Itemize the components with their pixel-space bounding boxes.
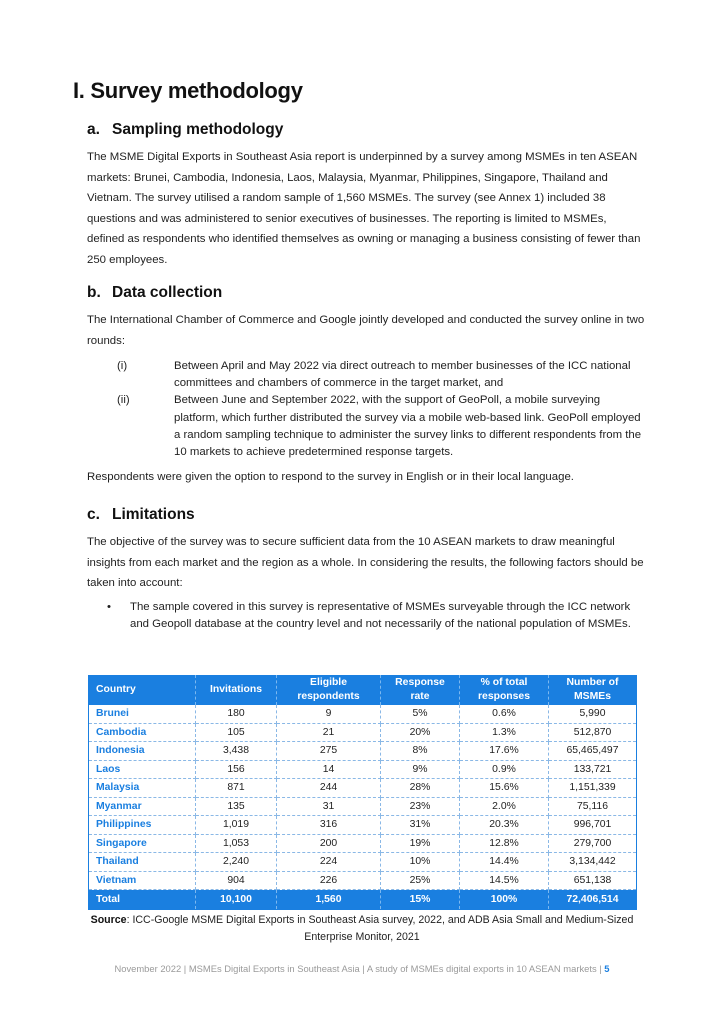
cell-pct-total-responses: 1.3% xyxy=(460,723,549,742)
cell-pct-total-responses: 0.9% xyxy=(460,760,549,779)
total-cell-pct-total-responses: 100% xyxy=(460,890,549,910)
cell-invitations: 3,438 xyxy=(196,742,277,761)
list-item-text: Between June and September 2022, with the support of GeoPoll, a mobile surveying platform, which further distributed the survey via a mobile web-based link. GeoPoll employed a random sampling technique to administer the survey links to different respondents from the 10 markets to achieve predetermined response targets. xyxy=(174,394,642,459)
footer-text: November 2022 | MSMEs Digital Exports in Southeast Asia | A study of MSMEs digital exports in 10 ASEAN markets | xyxy=(114,963,605,974)
cell-pct-total-responses: 14.5% xyxy=(460,871,549,890)
table-row xyxy=(89,853,637,872)
cell-response-rate: 19% xyxy=(381,834,460,853)
cell-response-rate: 25% xyxy=(381,871,460,890)
cell-eligible-respondents: 244 xyxy=(277,779,381,798)
data-collection-rounds xyxy=(87,358,647,461)
cell-number-msmes: 279,700 xyxy=(549,834,637,853)
cell-response-rate: 23% xyxy=(381,797,460,816)
list-marker: (i) xyxy=(117,360,128,372)
cell-number-msmes: 3,134,442 xyxy=(549,853,637,872)
cell-response-rate: 20% xyxy=(381,723,460,742)
section-label: b. xyxy=(87,284,101,301)
data-collection-intro: The International Chamber of Commerce and Google jointly developed and conducted the survey online in two rounds: xyxy=(87,314,645,347)
table-row xyxy=(89,797,637,816)
source-label: Source xyxy=(90,914,127,926)
table-row xyxy=(89,834,637,853)
cell-number-msmes: 1,151,339 xyxy=(549,779,637,798)
section-heading-data-collection xyxy=(87,284,222,302)
cell-eligible-respondents: 31 xyxy=(277,797,381,816)
cell-response-rate: 31% xyxy=(381,816,460,835)
table-row xyxy=(89,779,637,798)
cell-country: Cambodia xyxy=(89,723,196,742)
cell-pct-total-responses: 12.8% xyxy=(460,834,549,853)
cell-country: Malaysia xyxy=(89,779,196,798)
list-marker: (ii) xyxy=(117,394,130,407)
total-cell-number-msmes: 72,406,514 xyxy=(549,890,637,910)
cell-response-rate: 5% xyxy=(381,705,460,723)
cell-invitations: 105 xyxy=(196,723,277,742)
cell-country: Thailand xyxy=(89,853,196,872)
cell-response-rate: 10% xyxy=(381,853,460,872)
header-invitations: Invitations xyxy=(196,675,277,705)
cell-eligible-respondents: 275 xyxy=(277,742,381,761)
cell-number-msmes: 75,116 xyxy=(549,797,637,816)
header-number-msmes: Number of MSMEs xyxy=(549,675,637,705)
list-item xyxy=(87,392,647,461)
cell-invitations: 871 xyxy=(196,779,277,798)
cell-country: Brunei xyxy=(89,705,196,723)
cell-country: Singapore xyxy=(89,834,196,853)
total-cell-response-rate: 15% xyxy=(381,890,460,910)
table-row xyxy=(89,705,637,723)
header-eligible-respondents: Eligible respondents xyxy=(277,675,381,705)
header-response-rate: Response rate xyxy=(381,675,460,705)
cell-eligible-respondents: 316 xyxy=(277,816,381,835)
table-source-note xyxy=(88,912,636,946)
list-item-text: The sample covered in this survey is representative of MSMEs surveyable through the ICC network and Geopoll database at the country level and not necessarily of the national population of MSMEs. xyxy=(130,601,631,631)
cell-number-msmes: 651,138 xyxy=(549,871,637,890)
cell-invitations: 180 xyxy=(196,705,277,723)
table-row xyxy=(89,742,637,761)
section-title: Limitations xyxy=(112,506,195,523)
cell-pct-total-responses: 17.6% xyxy=(460,742,549,761)
cell-pct-total-responses: 20.3% xyxy=(460,816,549,835)
total-cell-invitations: 10,100 xyxy=(196,890,277,910)
sampling-paragraph: The MSME Digital Exports in Southeast Asia report is underpinned by a survey among MSMEs in ten ASEAN markets: Brunei, Cambodia, Indonesia, Laos, Malaysia, Myanmar, Philippines, Singapore, Thailand and Vietnam. The survey utilised a random sample of 1,560 MSMEs. The survey (see Annex 1) included 38 questions and was administered to senior executives of businesses. The reporting is limited to MSMEs, defined as respondents who identified themselves as owning or managing a business consisting of fewer than 250 employees. xyxy=(87,151,641,266)
source-text: : ICC-Google MSME Digital Exports in Southeast Asia survey, 2022, and ADB Asia Small and Medium-Sized Enterprise Monitor, 2021 xyxy=(126,914,634,943)
cell-invitations: 904 xyxy=(196,871,277,890)
table-row xyxy=(89,816,637,835)
cell-invitations: 1,019 xyxy=(196,816,277,835)
cell-invitations: 156 xyxy=(196,760,277,779)
table-row xyxy=(89,760,637,779)
cell-eligible-respondents: 226 xyxy=(277,871,381,890)
cell-number-msmes: 65,465,497 xyxy=(549,742,637,761)
page-title: I. Survey methodology xyxy=(73,78,303,103)
table-header-row xyxy=(89,675,637,705)
table-total-row xyxy=(89,890,637,910)
cell-eligible-respondents: 21 xyxy=(277,723,381,742)
header-pct-total-responses: % of total responses xyxy=(460,675,549,705)
cell-eligible-respondents: 14 xyxy=(277,760,381,779)
table-body xyxy=(89,705,637,910)
cell-country: Indonesia xyxy=(89,742,196,761)
section-title: Sampling methodology xyxy=(112,121,284,138)
total-cell-country: Total xyxy=(89,890,196,910)
bullet-icon: • xyxy=(107,601,111,613)
table-row xyxy=(89,723,637,742)
cell-invitations: 135 xyxy=(196,797,277,816)
section-label: c. xyxy=(87,506,100,523)
cell-country: Philippines xyxy=(89,816,196,835)
section-heading-limitations xyxy=(87,506,195,524)
cell-eligible-respondents: 200 xyxy=(277,834,381,853)
list-item xyxy=(87,358,647,392)
cell-country: Laos xyxy=(89,760,196,779)
header-country: Country xyxy=(89,675,196,705)
page-footer xyxy=(0,963,724,974)
limitations-bullets xyxy=(87,599,647,633)
cell-number-msmes: 996,701 xyxy=(549,816,637,835)
section-title: Data collection xyxy=(112,284,223,301)
cell-eligible-respondents: 9 xyxy=(277,705,381,723)
cell-pct-total-responses: 14.4% xyxy=(460,853,549,872)
survey-response-table xyxy=(88,675,637,910)
data-collection-outro: Respondents were given the option to respond to the survey in English or in their local language. xyxy=(87,471,574,483)
cell-country: Myanmar xyxy=(89,797,196,816)
total-cell-eligible-respondents: 1,560 xyxy=(277,890,381,910)
list-item-text: Between April and May 2022 via direct outreach to member businesses of the ICC national committees and chambers of commerce in the target market, and xyxy=(174,360,631,390)
cell-number-msmes: 5,990 xyxy=(549,705,637,723)
table-row xyxy=(89,871,637,890)
cell-country: Vietnam xyxy=(89,871,196,890)
cell-invitations: 1,053 xyxy=(196,834,277,853)
cell-pct-total-responses: 0.6% xyxy=(460,705,549,723)
cell-response-rate: 9% xyxy=(381,760,460,779)
cell-response-rate: 8% xyxy=(381,742,460,761)
cell-eligible-respondents: 224 xyxy=(277,853,381,872)
section-heading-sampling xyxy=(87,121,283,139)
limitations-intro: The objective of the survey was to secure sufficient data from the 10 ASEAN markets to draw meaningful insights from each market and the region as a whole. In considering the results, the following factors should be taken into account: xyxy=(87,536,644,589)
cell-number-msmes: 133,721 xyxy=(549,760,637,779)
cell-response-rate: 28% xyxy=(381,779,460,798)
cell-invitations: 2,240 xyxy=(196,853,277,872)
section-label: a. xyxy=(87,121,100,138)
list-item xyxy=(87,599,647,633)
cell-pct-total-responses: 2.0% xyxy=(460,797,549,816)
cell-number-msmes: 512,870 xyxy=(549,723,637,742)
cell-pct-total-responses: 15.6% xyxy=(460,779,549,798)
page-number: 5 xyxy=(604,963,610,974)
